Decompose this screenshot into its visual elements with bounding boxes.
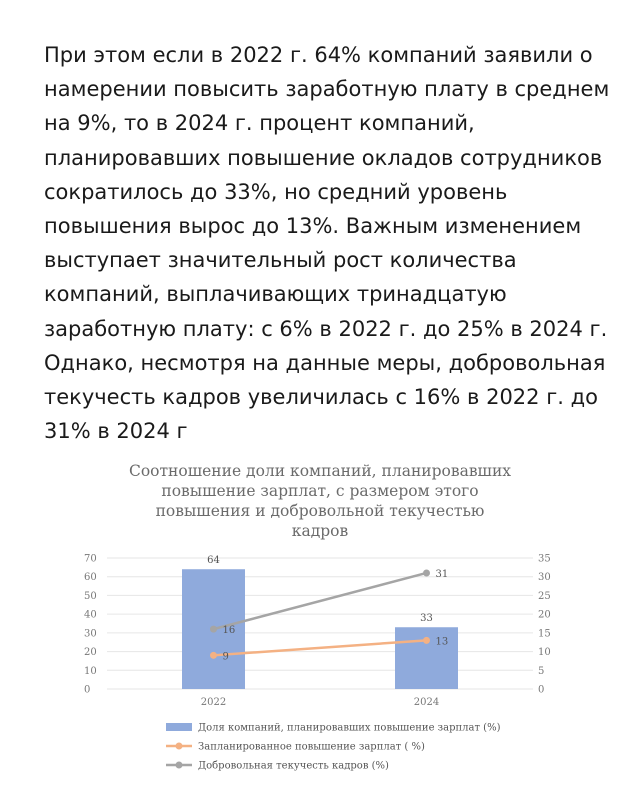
- y-right-tick-label: 25: [538, 590, 551, 602]
- y-left-tick-label: 30: [84, 628, 97, 640]
- y-left-tick-label: 50: [84, 590, 97, 602]
- x-tick-label: 2024: [413, 697, 440, 708]
- y-left-tick-label: 0: [84, 684, 91, 696]
- article-paragraph: [44, 38, 624, 448]
- y-left-tick-label: 40: [84, 609, 97, 621]
- y-right-tick-label: 20: [538, 609, 551, 621]
- data-point: [423, 637, 430, 644]
- paragraph-line: планировавших повышение окладов сотрудников: [44, 145, 603, 170]
- data-point: [210, 652, 217, 659]
- paragraph-line: текучесть кадров увеличилась с 16% в 2022 г. до: [44, 385, 598, 410]
- bar: [395, 627, 458, 689]
- line-data-label: 9: [222, 651, 229, 663]
- chart-title-line: кадров: [291, 522, 349, 540]
- line-data-label: 13: [435, 636, 449, 648]
- paragraph-line: компаний, выплачивающих тринадцатую: [44, 282, 507, 307]
- paragraph-line: При этом если в 2022 г. 64% компаний заявили о: [44, 43, 593, 67]
- legend-label: Добровольная текучесть кадров (%): [198, 760, 389, 772]
- y-left-tick-label: 70: [84, 553, 97, 565]
- x-tick-label: 2022: [200, 697, 227, 708]
- series-line: [214, 573, 427, 629]
- paragraph-line: 31% в 2024 г: [44, 419, 188, 444]
- paragraph-line: повышения вырос до 13%. Важным изменением: [44, 214, 582, 239]
- line-data-label: 16: [222, 625, 236, 637]
- bar-data-label: 64: [207, 555, 220, 567]
- legend-label: Доля компаний, планировавших повышение зарплат (%): [198, 722, 501, 734]
- chart-title-line: повышение зарплат, с размером этого: [161, 482, 479, 500]
- y-right-tick-label: 35: [538, 553, 551, 565]
- legend-marker: [176, 762, 183, 769]
- legend-marker: [176, 743, 183, 750]
- paragraph-line: сократилось до 33%, но средний уровень: [44, 179, 508, 204]
- chart: [80, 455, 560, 795]
- paragraph-line: заработную плату: с 6% в 2022 г. до 25% в 2024 г.: [44, 316, 608, 341]
- y-right-tick-label: 30: [538, 572, 551, 584]
- paragraph-line: намерении повысить заработную плату в среднем: [44, 77, 610, 102]
- data-point: [423, 569, 430, 576]
- line-data-label: 31: [435, 568, 449, 580]
- y-right-tick-label: 15: [538, 628, 551, 640]
- chart-svg: [80, 455, 560, 795]
- paragraph-line: на 9%, то в 2024 г. процент компаний,: [44, 111, 475, 136]
- legend-label: Запланированное повышение зарплат ( %): [198, 741, 425, 753]
- bar-data-label: 33: [420, 613, 433, 625]
- y-left-tick-label: 10: [84, 665, 97, 677]
- y-left-tick-label: 20: [84, 647, 97, 659]
- y-right-tick-label: 10: [538, 647, 551, 659]
- legend-swatch: [166, 723, 192, 731]
- paragraph-line: выступает значительный рост количества: [44, 248, 517, 273]
- chart-title-line: повышения и добровольной текучестью: [155, 502, 485, 520]
- y-right-tick-label: 5: [538, 665, 545, 677]
- paragraph-line: Однако, несмотря на данные меры, добровольная: [44, 350, 606, 375]
- series-line: [214, 640, 427, 655]
- y-left-tick-label: 60: [84, 572, 97, 584]
- chart-title-line: Соотношение доли компаний, планировавших: [128, 462, 512, 480]
- y-right-tick-label: 0: [538, 684, 545, 696]
- data-point: [210, 626, 217, 633]
